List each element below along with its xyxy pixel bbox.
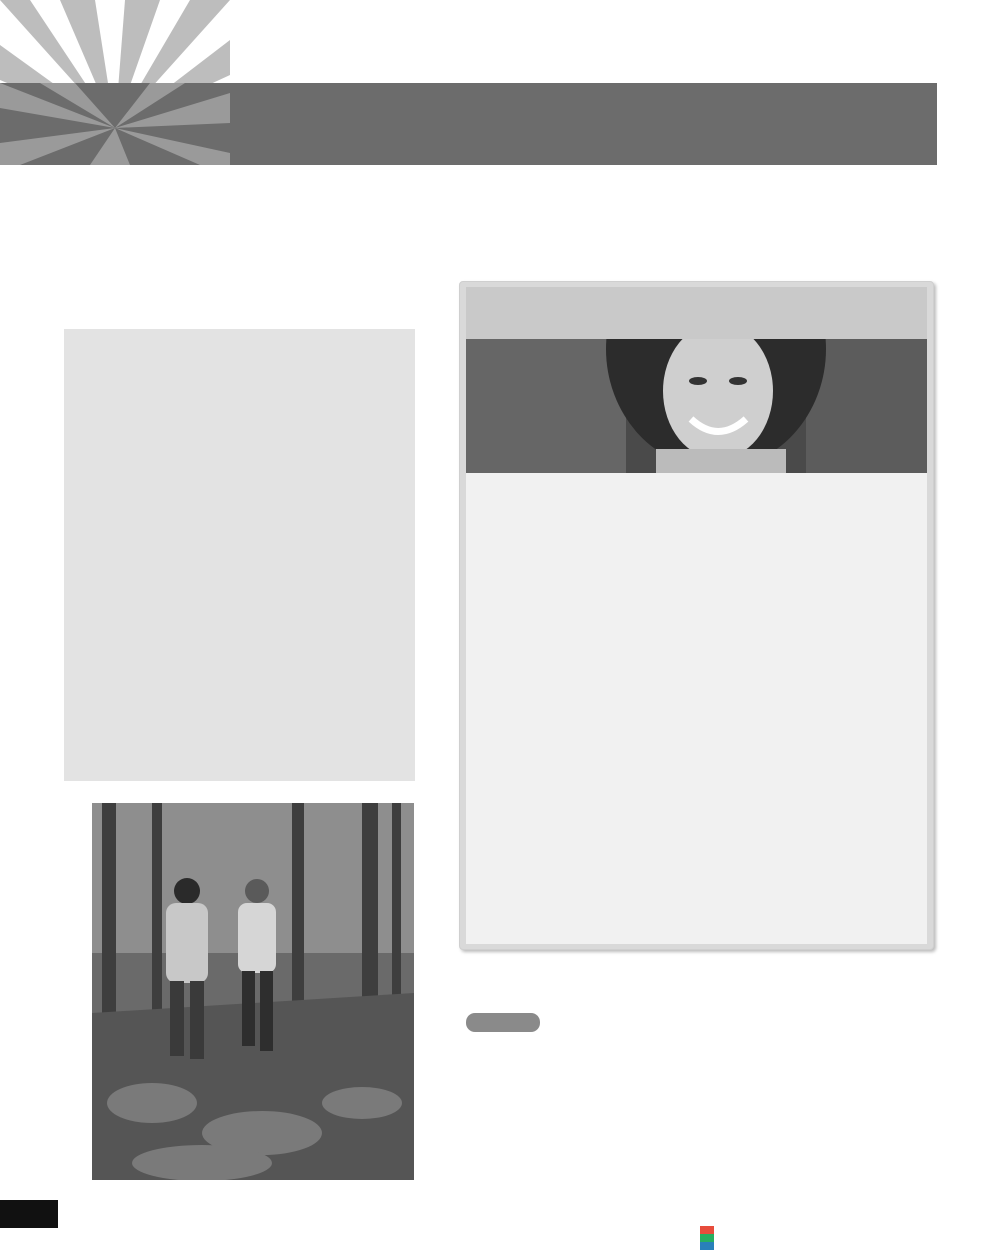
- dialogue-box: [64, 329, 415, 781]
- section1-heading: [64, 218, 74, 241]
- title-banner: [0, 83, 937, 165]
- blog-photo: [466, 339, 927, 473]
- hikers-photo: [92, 803, 414, 1180]
- logo-mark-icon: [700, 1226, 714, 1250]
- blog-girl-illustration: [466, 339, 927, 473]
- section2-heading: [440, 977, 448, 1000]
- page-number: [0, 1200, 58, 1228]
- ichecker-badge[interactable]: [466, 1013, 540, 1032]
- blog-title-bar: [466, 287, 927, 339]
- hikers-illustration: [92, 803, 414, 1180]
- sounds-table: [466, 1047, 960, 1186]
- examples-row: [466, 1117, 960, 1187]
- sounds-row: [466, 1047, 960, 1117]
- liveworksheets-logo: [700, 1223, 718, 1254]
- blog-text-panel: [466, 473, 927, 944]
- banner-burst: [0, 83, 230, 165]
